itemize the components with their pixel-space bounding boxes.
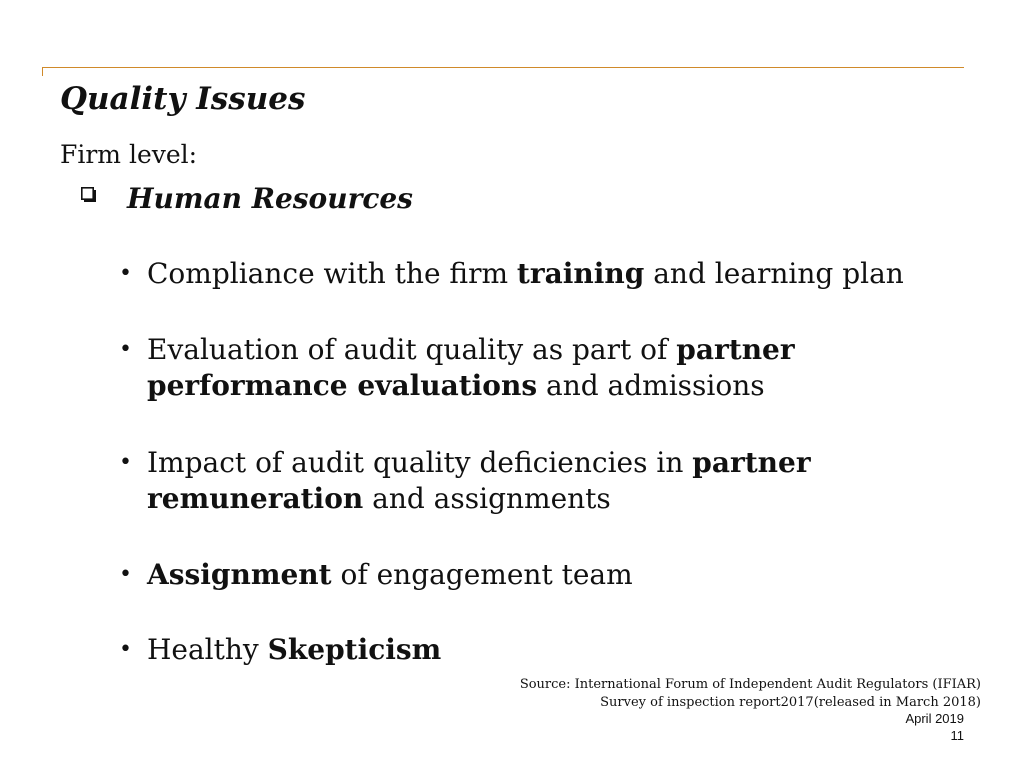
bullet-dot-icon: •	[119, 261, 132, 286]
bullet-text-emphasis: training	[516, 257, 645, 290]
bullet-text-tail: of engagement team	[331, 558, 633, 591]
header-corner-mark	[42, 67, 43, 76]
firm-level-label: Firm level:	[60, 140, 198, 169]
bullet-text-tail: and admissions	[537, 369, 765, 402]
slide-date: April 2019	[905, 711, 964, 726]
bullet-text-emphasis: Assignment	[147, 558, 332, 591]
bullet-dot-icon: •	[119, 337, 132, 362]
bullet-item	[119, 445, 859, 517]
bullet-text	[147, 557, 969, 593]
bullet-text-lead: Healthy	[147, 633, 268, 666]
bullet-text-emphasis: Skepticism	[267, 633, 442, 666]
bullet-text	[147, 632, 969, 668]
bullet-dot-icon: •	[119, 562, 132, 587]
section-heading: Human Resources	[127, 182, 413, 215]
source-line: Survey of inspection report2017(released in March 2018)	[600, 695, 981, 710]
source-citation	[520, 676, 981, 712]
source-line: Source: International Forum of Independent Audit Regulators (IFIAR)	[519, 677, 981, 692]
bullet-dot-icon: •	[119, 637, 132, 662]
bullet-text	[147, 445, 859, 517]
bullet-text	[147, 332, 839, 404]
bullet-text	[147, 256, 969, 292]
bullet-item	[119, 256, 969, 292]
bullet-text-emphasis: partner performance evaluations	[147, 333, 795, 402]
bullet-text-tail: and learning plan	[644, 257, 904, 290]
bullet-item	[119, 332, 839, 404]
header-divider	[42, 67, 964, 68]
page-number: 11	[950, 728, 964, 743]
bullet-item	[119, 632, 969, 668]
bullet-text-emphasis: partner remuneration	[147, 446, 811, 515]
bullet-dot-icon: •	[119, 450, 132, 475]
checkbox-square-icon	[81, 187, 97, 203]
bullet-text-lead: Evaluation of audit quality as part of	[147, 333, 677, 366]
bullet-text-lead: Impact of audit quality deficiencies in	[147, 446, 693, 479]
bullet-text-lead: Compliance with the firm	[147, 257, 517, 290]
slide-title: Quality Issues	[60, 81, 306, 117]
bullet-text-tail: and assignments	[363, 482, 611, 515]
bullet-item	[119, 557, 969, 593]
